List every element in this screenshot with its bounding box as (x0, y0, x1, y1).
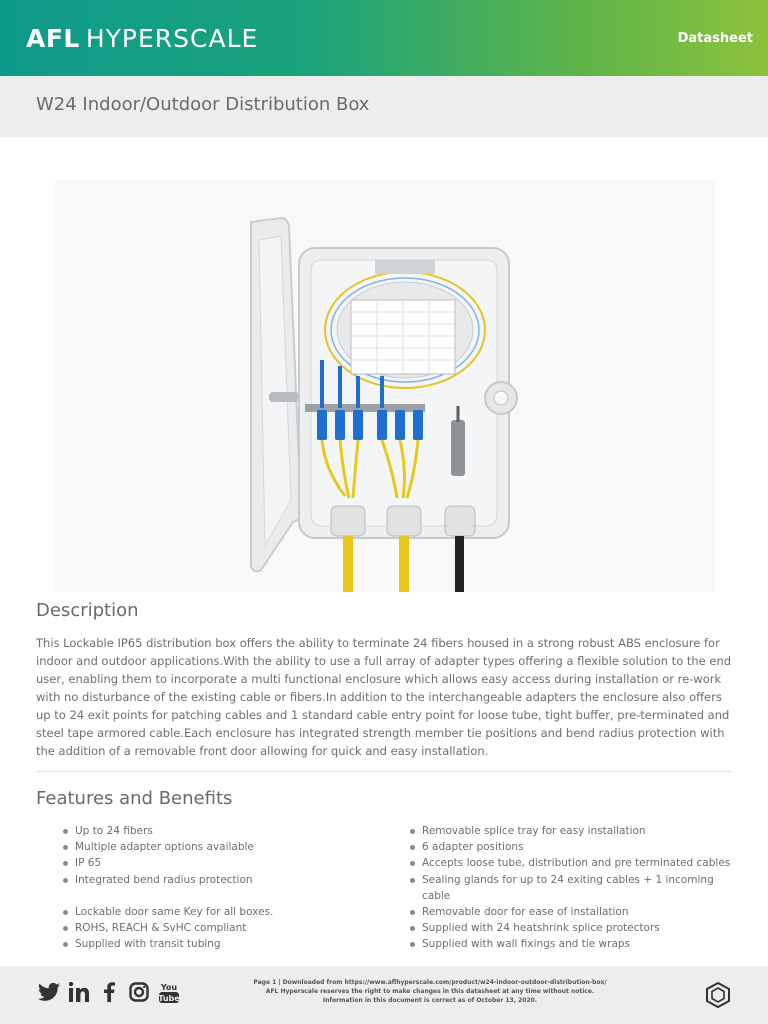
list-item: Sealing glands for up to 24 exiting cables + 1 incoming cable (409, 872, 734, 904)
list-item: Multiple adapter options available (62, 839, 362, 855)
youtube-tube: Tube (159, 994, 179, 1003)
youtube-you: You (160, 983, 178, 992)
features-heading: Features and Benefits (36, 788, 233, 809)
footer-line-3: Information in this document is correct as of October 13, 2020. (322, 997, 538, 1004)
linkedin-icon[interactable] (68, 982, 90, 1004)
youtube-icon[interactable] (158, 982, 180, 1004)
list-item: Accepts loose tube, distribution and pre terminated cables (409, 855, 734, 871)
list-item: IP 65 (62, 855, 362, 871)
title-bar (0, 76, 768, 137)
instagram-icon[interactable] (128, 982, 150, 1004)
list-item: Integrated bend radius protection (62, 872, 362, 888)
list-item: Supplied with transit tubing (62, 936, 362, 952)
footer-line-1: Page 1 | Downloaded from https://www.aflhyperscale.com/product/w24-indoor-outdoor-distribution-box/ (253, 979, 607, 986)
brand-logo[interactable] (26, 24, 258, 53)
list-item: Lockable door same Key for all boxes. (62, 904, 362, 920)
description-heading: Description (36, 600, 139, 621)
list-item: Up to 24 fibers (62, 823, 362, 839)
list-item: Removable splice tray for easy installation (409, 823, 734, 839)
list-item: 6 adapter positions (409, 839, 734, 855)
product-image (55, 180, 715, 592)
brand-bold: AFL (26, 24, 80, 53)
divider (36, 771, 732, 772)
twitter-icon[interactable] (38, 982, 60, 1004)
footer-line-2: AFL Hyperscale reserves the right to make changes in this datasheet at any time without notice. (265, 988, 595, 995)
footer-bar (0, 966, 768, 1024)
doc-type-label: Datasheet (677, 31, 753, 46)
header-bar (0, 0, 768, 76)
list-item: Supplied with 24 heatshrink splice protectors (409, 920, 734, 936)
features-list-right (409, 823, 734, 953)
description-text: This Lockable IP65 distribution box offers the ability to terminate 24 fibers housed in a strong robust ABS enclosure for indoor and outdoor applications.With the ability to use a full array of adapter types offering a flexible solution to the end user, enabling them to incorporate a multi functional enclosure which allows easy access during installation or re-work with no disturbance of the existing cable or fibers.In addition to the interchangeable adapters the enclosure also offers up to 24 exit points for patching cables and 1 standard cable entry point for loose tube, tight buffer, pre-terminated and steel tape armored cable.Each enclosure has integrated strength member tie positions and bend radius protection with the addition of a removable front door allowing for quick and easy installation. (36, 636, 732, 758)
page-title: W24 Indoor/Outdoor Distribution Box (36, 94, 370, 115)
facebook-icon[interactable] (98, 982, 120, 1004)
list-item: Supplied with wall fixings and tie wraps (409, 936, 734, 952)
hexagon-logo-icon (706, 982, 730, 1012)
social-links (38, 982, 180, 1004)
brand-light: HYPERSCALE (85, 24, 259, 53)
list-item: ROHS, REACH & SvHC compliant (62, 920, 362, 936)
features-list-left (62, 823, 362, 952)
footer-notice (200, 978, 660, 1005)
list-item: Removable door for ease of installation (409, 904, 734, 920)
